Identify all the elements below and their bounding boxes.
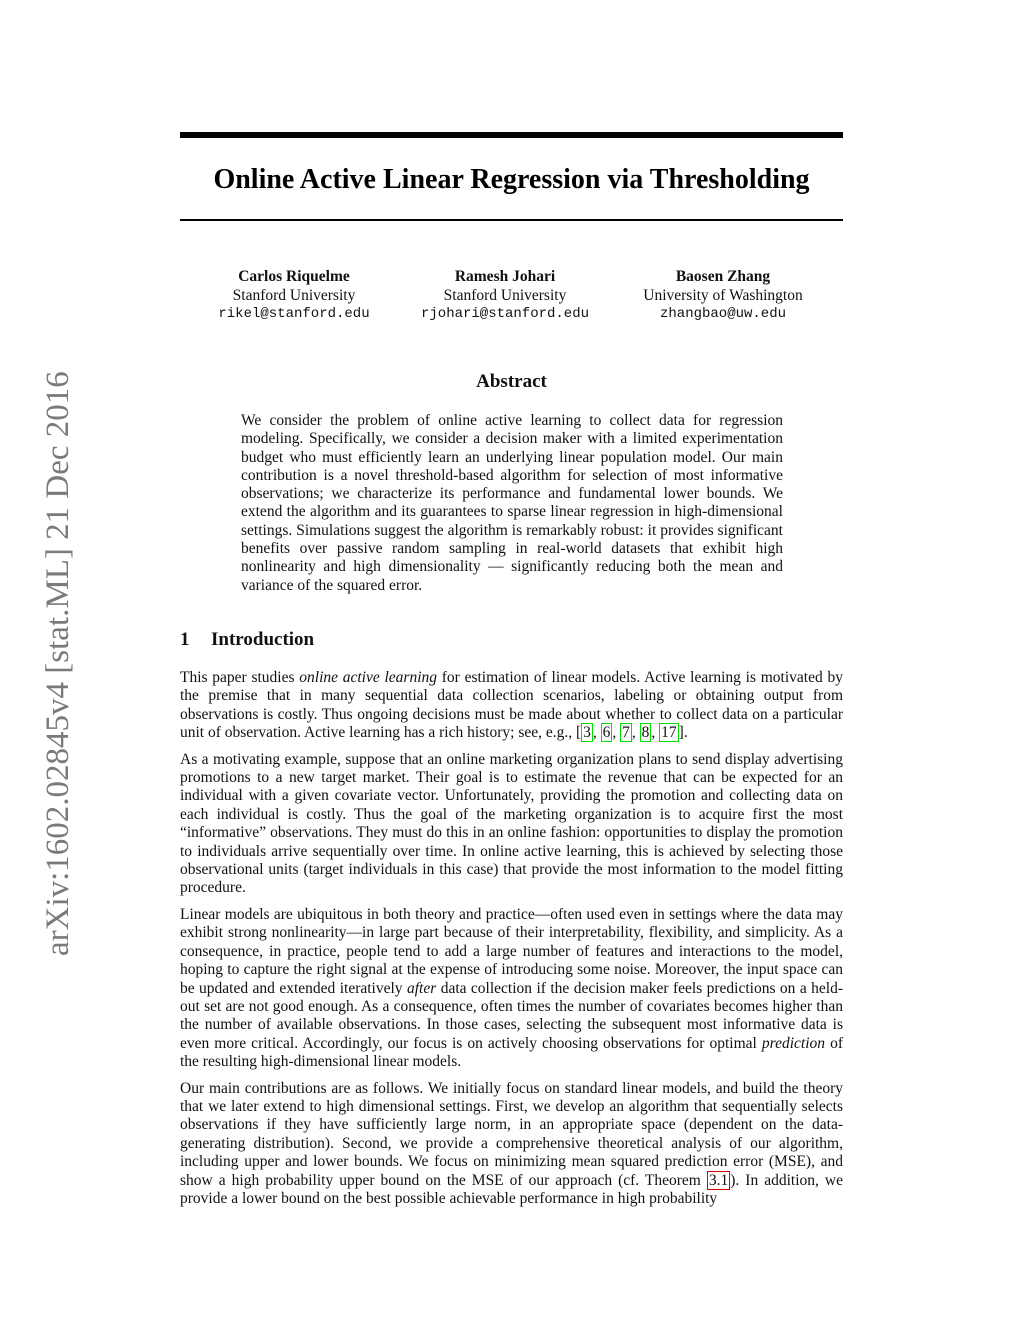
author-block <box>603 267 843 324</box>
author-name: Baosen Zhang <box>675 268 771 285</box>
author-affiliation: Stanford University <box>443 287 567 304</box>
author-affiliation: Stanford University <box>232 287 356 304</box>
section-title: Introduction <box>211 629 315 650</box>
citation-link[interactable]: 17 <box>661 724 677 742</box>
author-name: Ramesh Johari <box>454 268 556 285</box>
paragraph: As a motivating example, suppose that an online marketing organization plans to send display advertising promotions to a new target market. Their goal is to estimate the revenue that can be expected for an individual with a given covariate vector. Unfortunately, providing the promotion and collecting data on each individual is costly. Thus the goal of the marketing organization is to acquire first the most “informative” observations. They must do this in an online fashion: opportunities to display the promotion to individuals arrive sequentially over time. In online active learning, this is achieved by selecting those observational units (target individuals in this case) that provide the most information to the model fitting procedure. <box>180 750 843 897</box>
paragraph <box>180 1080 843 1209</box>
paragraph: This paper studies online active learning for estimation of linear models. Active learning is motivated by the premise that in many sequential data collection scenarios, labeling or obtaining output from observations is costly. Thus ongoing decisions must be made about whether to collect data on a particular unit of observation. Active learning has a rich history; see, e.g., [ 3 , 6 , 7 , 8 , 17 ]. <box>180 669 843 742</box>
abstract-heading: Abstract <box>476 371 547 392</box>
citation-link[interactable]: 8 <box>641 724 650 742</box>
text-run: Our main contributions are as follows. We initially focus on standard linear models, and build the theory that we later extend to high dimensional settings. First, we develop an algorithm that sequentially selects observations if they have sufficiently large norm, in an appropriate space (dependent on the data-generating distribution). Second, we provide a comprehensive theoretical analysis of our algorithm, including upper and lower bounds. We focus on minimizing mean squared prediction error (MSE), and show a high probability upper bound on the MSE of our approach (cf. Theorem <box>180 1079 843 1189</box>
text-run: Linear models are ubiquitous in both theory and practice—often used even in settings where the data may exhibit strong nonlinearity—in large part because of their interpretability, flexibility, and simplicity. As a consequence, in practice, people tend to add a large number of features and interactions to the model, hoping to capture the right signal at the expense of introducing some noise. Moreover, the input space can be updated and extended iteratively <box>180 905 843 997</box>
emphasis: online active learning <box>299 669 438 686</box>
title-bottom-rule <box>180 219 843 221</box>
author-email[interactable]: rikel@stanford.edu <box>218 306 370 322</box>
author-block <box>385 267 625 324</box>
author-email[interactable]: zhangbao@uw.edu <box>659 306 787 322</box>
text-run: ]. <box>678 724 688 742</box>
emphasis: after <box>406 979 437 997</box>
text-run: of the resulting high-dimensional linear models. <box>180 1034 843 1071</box>
citation-link[interactable]: 3 <box>583 724 591 742</box>
text-run: This paper studies <box>180 669 300 686</box>
emphasis: prediction <box>761 1034 826 1052</box>
section-number: 1 <box>180 629 190 650</box>
citation-link[interactable]: 7 <box>622 724 630 742</box>
text-run: data collection if the decision maker feels predictions on a held-out set are not good enough. As a consequence, often times the number of covariates becomes higher than the number of available observations. In those cases, selecting the subsequent most informative data is even more critical. Accordingly, our focus is on actively choosing observations for optimal <box>180 979 844 1052</box>
section-heading <box>180 629 314 651</box>
section-body <box>180 669 843 1216</box>
text-run: ). In addition, we provide a lower bound on the best possible achievable performance in high probability <box>180 1171 843 1207</box>
author-name: Carlos Riquelme <box>238 268 350 285</box>
theorem-reference-link[interactable]: 3.1 <box>708 1171 729 1189</box>
paragraph <box>180 906 843 1072</box>
paper-title: Online Active Linear Regression via Thresholding <box>213 164 810 195</box>
abstract-text: We consider the problem of online active learning to collect data for regression modeling. Specifically, we consider a decision maker with a limited experimentation budget who must efficiently learn an underlying linear population model. Our main contribution is a novel threshold-based algorithm for selection of most informative observations; we characterize its performance and fundamental lower bounds. We extend the algorithm and its guarantees to sparse linear regression in high-dimensional settings. Simulations suggest the algorithm is remarkably robust: it provides significant benefits over passive random sampling in real-world datasets that exhibit high nonlinearity and high dimensionality — significantly reducing both the mean and variance of the squared error. <box>241 412 783 594</box>
author-block <box>174 267 414 324</box>
citation-link[interactable]: 6 <box>602 724 611 742</box>
author-email[interactable]: rjohari@stanford.edu <box>420 306 590 322</box>
arxiv-identifier: arXiv:1602.02845v4 [stat.ML] 21 Dec 2016 <box>40 371 76 956</box>
author-affiliation: University of Washington <box>643 287 803 304</box>
title-top-rule <box>180 132 843 138</box>
text-run: for estimation of linear models. Active learning is motivated by the premise that in many sequential data collection scenarios, labeling or obtaining output from observations is costly. Thus ongoing decisions must be made about whether to collect data on a particular unit of observation. Active learning has a rich history; see, e.g., [ <box>180 669 843 742</box>
